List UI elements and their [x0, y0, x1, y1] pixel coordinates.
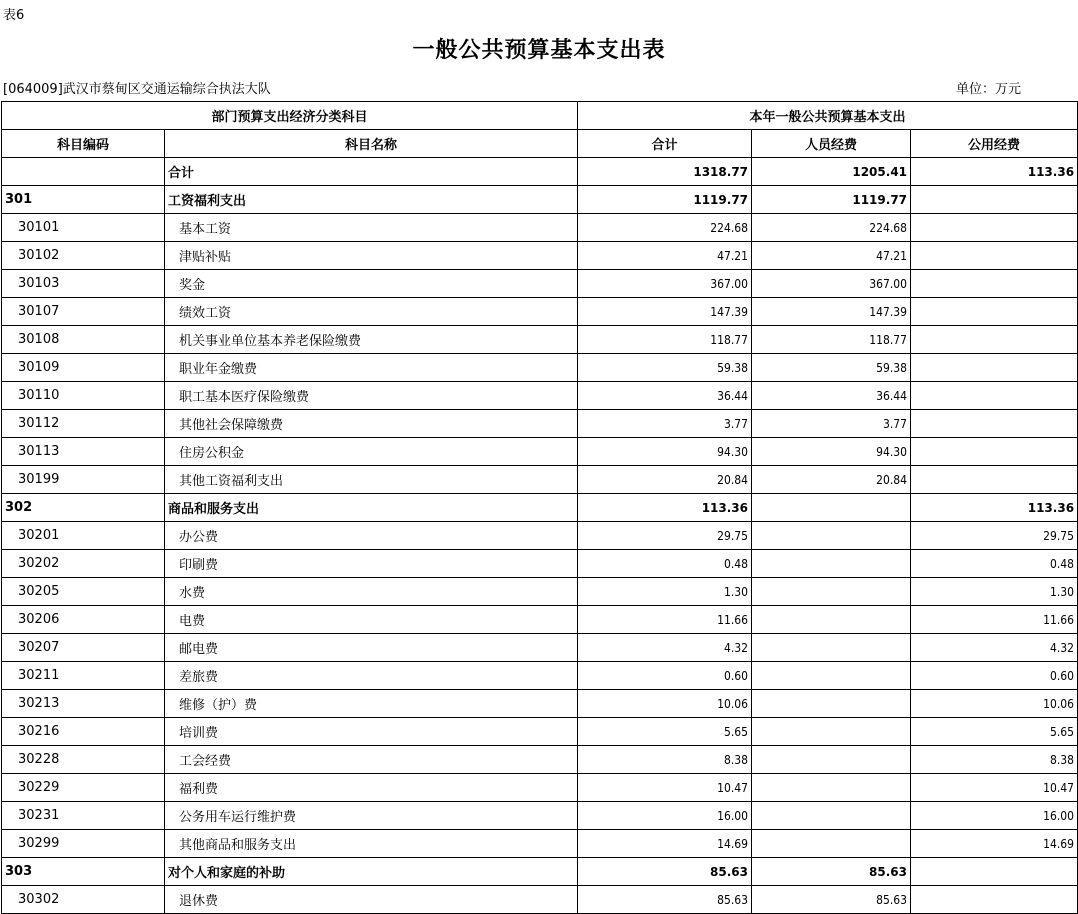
row-personnel: 47.21	[752, 242, 911, 270]
page-title: 一般公共预算基本支出表	[412, 37, 666, 63]
row-personnel	[752, 662, 911, 690]
table-row	[2, 494, 1078, 522]
row-personnel	[752, 522, 911, 550]
row-public: 8.38	[911, 746, 1078, 774]
row-code: 30108	[2, 326, 165, 354]
row-total: 1.30	[578, 578, 752, 606]
table-row	[2, 326, 1078, 354]
row-code: 30211	[2, 662, 165, 690]
row-name: 奖金	[165, 270, 578, 298]
header-row-group	[2, 102, 1078, 130]
row-total: 59.38	[578, 354, 752, 382]
row-total: 85.63	[578, 886, 752, 914]
row-public: 16.00	[911, 802, 1078, 830]
row-total: 113.36	[578, 494, 752, 522]
row-total: 8.38	[578, 746, 752, 774]
row-personnel: 20.84	[752, 466, 911, 494]
row-public: 1.30	[911, 578, 1078, 606]
header-group-right: 本年一般公共预算基本支出	[578, 102, 1078, 130]
row-personnel: 1205.41	[752, 158, 911, 186]
row-name: 津贴补贴	[165, 242, 578, 270]
row-public: 10.47	[911, 774, 1078, 802]
row-personnel	[752, 634, 911, 662]
row-total: 224.68	[578, 214, 752, 242]
row-total: 4.32	[578, 634, 752, 662]
row-name: 维修（护）费	[165, 690, 578, 718]
table-row	[2, 438, 1078, 466]
row-personnel	[752, 746, 911, 774]
table-row	[2, 578, 1078, 606]
row-public: 10.06	[911, 690, 1078, 718]
row-total: 5.65	[578, 718, 752, 746]
row-name: 其他工资福利支出	[165, 466, 578, 494]
row-name: 工资福利支出	[165, 186, 578, 214]
row-public: 14.69	[911, 830, 1078, 858]
row-public	[911, 270, 1078, 298]
row-name: 电费	[165, 606, 578, 634]
row-public: 5.65	[911, 718, 1078, 746]
row-code: 30302	[2, 886, 165, 914]
table-row	[2, 466, 1078, 494]
header-code: 科目编码	[2, 130, 165, 158]
row-total: 14.69	[578, 830, 752, 858]
row-total: 0.48	[578, 550, 752, 578]
row-public	[911, 858, 1078, 886]
row-name: 合计	[165, 158, 578, 186]
row-total: 1119.77	[578, 186, 752, 214]
row-public: 29.75	[911, 522, 1078, 550]
table-row	[2, 830, 1078, 858]
row-public: 113.36	[911, 494, 1078, 522]
row-name: 职工基本医疗保险缴费	[165, 382, 578, 410]
row-personnel: 85.63	[752, 858, 911, 886]
row-personnel: 147.39	[752, 298, 911, 326]
row-personnel: 118.77	[752, 326, 911, 354]
row-personnel	[752, 494, 911, 522]
row-name: 对个人和家庭的补助	[165, 858, 578, 886]
row-total: 29.75	[578, 522, 752, 550]
row-code: 30213	[2, 690, 165, 718]
row-public	[911, 466, 1078, 494]
row-code: 30102	[2, 242, 165, 270]
row-personnel: 224.68	[752, 214, 911, 242]
row-personnel: 1119.77	[752, 186, 911, 214]
row-total: 147.39	[578, 298, 752, 326]
header-name: 科目名称	[165, 130, 578, 158]
row-public	[911, 438, 1078, 466]
row-public	[911, 410, 1078, 438]
row-code: 30110	[2, 382, 165, 410]
row-name: 住房公积金	[165, 438, 578, 466]
row-personnel	[752, 830, 911, 858]
row-total: 11.66	[578, 606, 752, 634]
row-total: 3.77	[578, 410, 752, 438]
row-name: 福利费	[165, 774, 578, 802]
header-personnel: 人员经费	[752, 130, 911, 158]
row-code: 301	[2, 186, 165, 214]
row-total: 10.06	[578, 690, 752, 718]
row-name: 其他商品和服务支出	[165, 830, 578, 858]
row-name: 水费	[165, 578, 578, 606]
row-name: 印刷费	[165, 550, 578, 578]
row-personnel	[752, 802, 911, 830]
row-public	[911, 298, 1078, 326]
row-name: 商品和服务支出	[165, 494, 578, 522]
row-code: 30112	[2, 410, 165, 438]
row-name: 邮电费	[165, 634, 578, 662]
row-total: 10.47	[578, 774, 752, 802]
row-code: 30231	[2, 802, 165, 830]
row-code: 30299	[2, 830, 165, 858]
table-row	[2, 802, 1078, 830]
row-personnel	[752, 774, 911, 802]
row-personnel: 59.38	[752, 354, 911, 382]
header-group-left: 部门预算支出经济分类科目	[2, 102, 578, 130]
row-personnel	[752, 718, 911, 746]
header-row-columns	[2, 130, 1078, 158]
row-code: 30201	[2, 522, 165, 550]
table-row	[2, 886, 1078, 914]
table-row	[2, 690, 1078, 718]
row-code: 30228	[2, 746, 165, 774]
row-total: 1318.77	[578, 158, 752, 186]
budget-table	[1, 101, 1078, 914]
row-name: 基本工资	[165, 214, 578, 242]
row-name: 退休费	[165, 886, 578, 914]
row-total: 0.60	[578, 662, 752, 690]
table-row	[2, 718, 1078, 746]
table-row	[2, 298, 1078, 326]
row-public	[911, 382, 1078, 410]
row-personnel: 36.44	[752, 382, 911, 410]
row-code: 30107	[2, 298, 165, 326]
row-public: 113.36	[911, 158, 1078, 186]
row-code: 30199	[2, 466, 165, 494]
header-total: 合计	[578, 130, 752, 158]
table-row	[2, 242, 1078, 270]
table-row	[2, 746, 1078, 774]
row-total: 118.77	[578, 326, 752, 354]
table-row	[2, 158, 1078, 186]
row-total: 16.00	[578, 802, 752, 830]
row-public	[911, 214, 1078, 242]
row-code: 303	[2, 858, 165, 886]
table-row	[2, 270, 1078, 298]
row-code: 30216	[2, 718, 165, 746]
row-personnel: 367.00	[752, 270, 911, 298]
row-name: 公务用车运行维护费	[165, 802, 578, 830]
row-code: 30113	[2, 438, 165, 466]
row-code: 30109	[2, 354, 165, 382]
table-row	[2, 522, 1078, 550]
row-personnel: 94.30	[752, 438, 911, 466]
row-personnel	[752, 550, 911, 578]
row-code: 30202	[2, 550, 165, 578]
row-public: 11.66	[911, 606, 1078, 634]
row-total: 94.30	[578, 438, 752, 466]
row-name: 绩效工资	[165, 298, 578, 326]
row-code	[2, 158, 165, 186]
row-personnel	[752, 578, 911, 606]
row-public: 4.32	[911, 634, 1078, 662]
row-public	[911, 886, 1078, 914]
table-row	[2, 774, 1078, 802]
table-row	[2, 214, 1078, 242]
row-total: 85.63	[578, 858, 752, 886]
table-row	[2, 186, 1078, 214]
row-code: 302	[2, 494, 165, 522]
row-personnel	[752, 606, 911, 634]
table-row	[2, 382, 1078, 410]
row-personnel: 85.63	[752, 886, 911, 914]
row-public	[911, 354, 1078, 382]
table-row	[2, 606, 1078, 634]
row-total: 36.44	[578, 382, 752, 410]
table-row	[2, 410, 1078, 438]
row-code: 30229	[2, 774, 165, 802]
row-name: 其他社会保障缴费	[165, 410, 578, 438]
row-public	[911, 186, 1078, 214]
row-name: 机关事业单位基本养老保险缴费	[165, 326, 578, 354]
row-name: 办公费	[165, 522, 578, 550]
unit-label: 单位：万元	[956, 82, 1022, 97]
row-public	[911, 242, 1078, 270]
row-public: 0.60	[911, 662, 1078, 690]
table-number: 表6	[3, 8, 25, 23]
row-personnel: 3.77	[752, 410, 911, 438]
row-code: 30101	[2, 214, 165, 242]
row-total: 20.84	[578, 466, 752, 494]
row-code: 30206	[2, 606, 165, 634]
table-row	[2, 634, 1078, 662]
table-row	[2, 858, 1078, 886]
row-code: 30207	[2, 634, 165, 662]
table-row	[2, 662, 1078, 690]
row-name: 职业年金缴费	[165, 354, 578, 382]
header-public: 公用经费	[911, 130, 1078, 158]
row-name: 差旅费	[165, 662, 578, 690]
row-public: 0.48	[911, 550, 1078, 578]
table-row	[2, 354, 1078, 382]
organization-label: [064009]武汉市蔡甸区交通运输综合执法大队	[3, 82, 271, 97]
row-code: 30103	[2, 270, 165, 298]
table-row	[2, 550, 1078, 578]
row-total: 367.00	[578, 270, 752, 298]
row-name: 培训费	[165, 718, 578, 746]
row-name: 工会经费	[165, 746, 578, 774]
row-code: 30205	[2, 578, 165, 606]
row-total: 47.21	[578, 242, 752, 270]
row-public	[911, 326, 1078, 354]
row-personnel	[752, 690, 911, 718]
